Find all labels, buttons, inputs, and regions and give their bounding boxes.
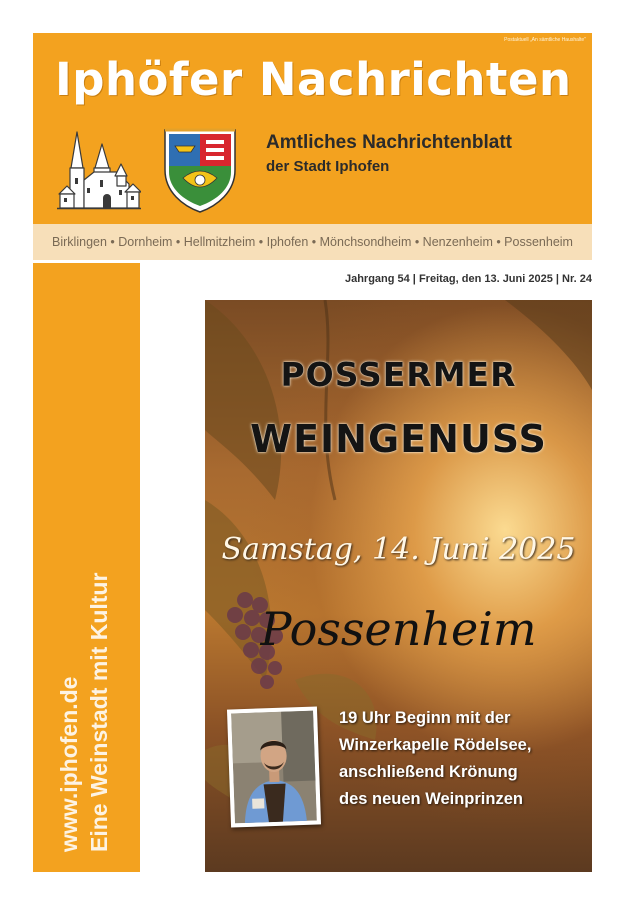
- sidebar-text: [54, 573, 114, 852]
- person-photo: [227, 706, 321, 827]
- poster-title-line1: POSSERMER: [280, 355, 517, 394]
- wine-prince-photo-icon: [231, 711, 317, 824]
- website-link[interactable]: www.iphofen.de: [56, 676, 82, 852]
- poster-info-line: des neuen Weinprinzen: [339, 790, 523, 808]
- subtitle-city: der Stadt Iphofen: [266, 158, 390, 175]
- postal-note: Postaktuell „An sämtliche Haushalte": [504, 37, 586, 43]
- event-poster: [205, 300, 592, 872]
- poster-info-line: Winzerkapelle Rödelsee,: [339, 736, 532, 754]
- poster-title-line2: WEINGENUSS: [250, 417, 547, 461]
- poster-date: Samstag, 14. Juni 2025: [221, 532, 576, 567]
- subtitle-official-bulletin: Amtliches Nachrichtenblatt: [266, 132, 512, 153]
- issue-info: Jahrgang 54 | Freitag, den 13. Juni 2025 | Nr. 24: [344, 273, 592, 285]
- poster-info-line: 19 Uhr Beginn mit der: [339, 709, 511, 727]
- town-list-band: Birklingen • Dornheim • Hellmitzheim • Iphofen • Mönchsondheim • Nenzenheim • Possenheim: [33, 224, 592, 260]
- coat-of-arms-icon: [161, 126, 239, 214]
- city-slogan: Eine Weinstadt mit Kultur: [86, 572, 112, 852]
- poster-info: [339, 705, 531, 813]
- newspaper-title: Iphöfer Nachrichten: [55, 53, 572, 106]
- church-illustration-icon: [57, 128, 141, 214]
- poster-place: Possenheim: [260, 602, 537, 656]
- masthead: [33, 33, 592, 224]
- poster-info-line: anschließend Krönung: [339, 763, 518, 781]
